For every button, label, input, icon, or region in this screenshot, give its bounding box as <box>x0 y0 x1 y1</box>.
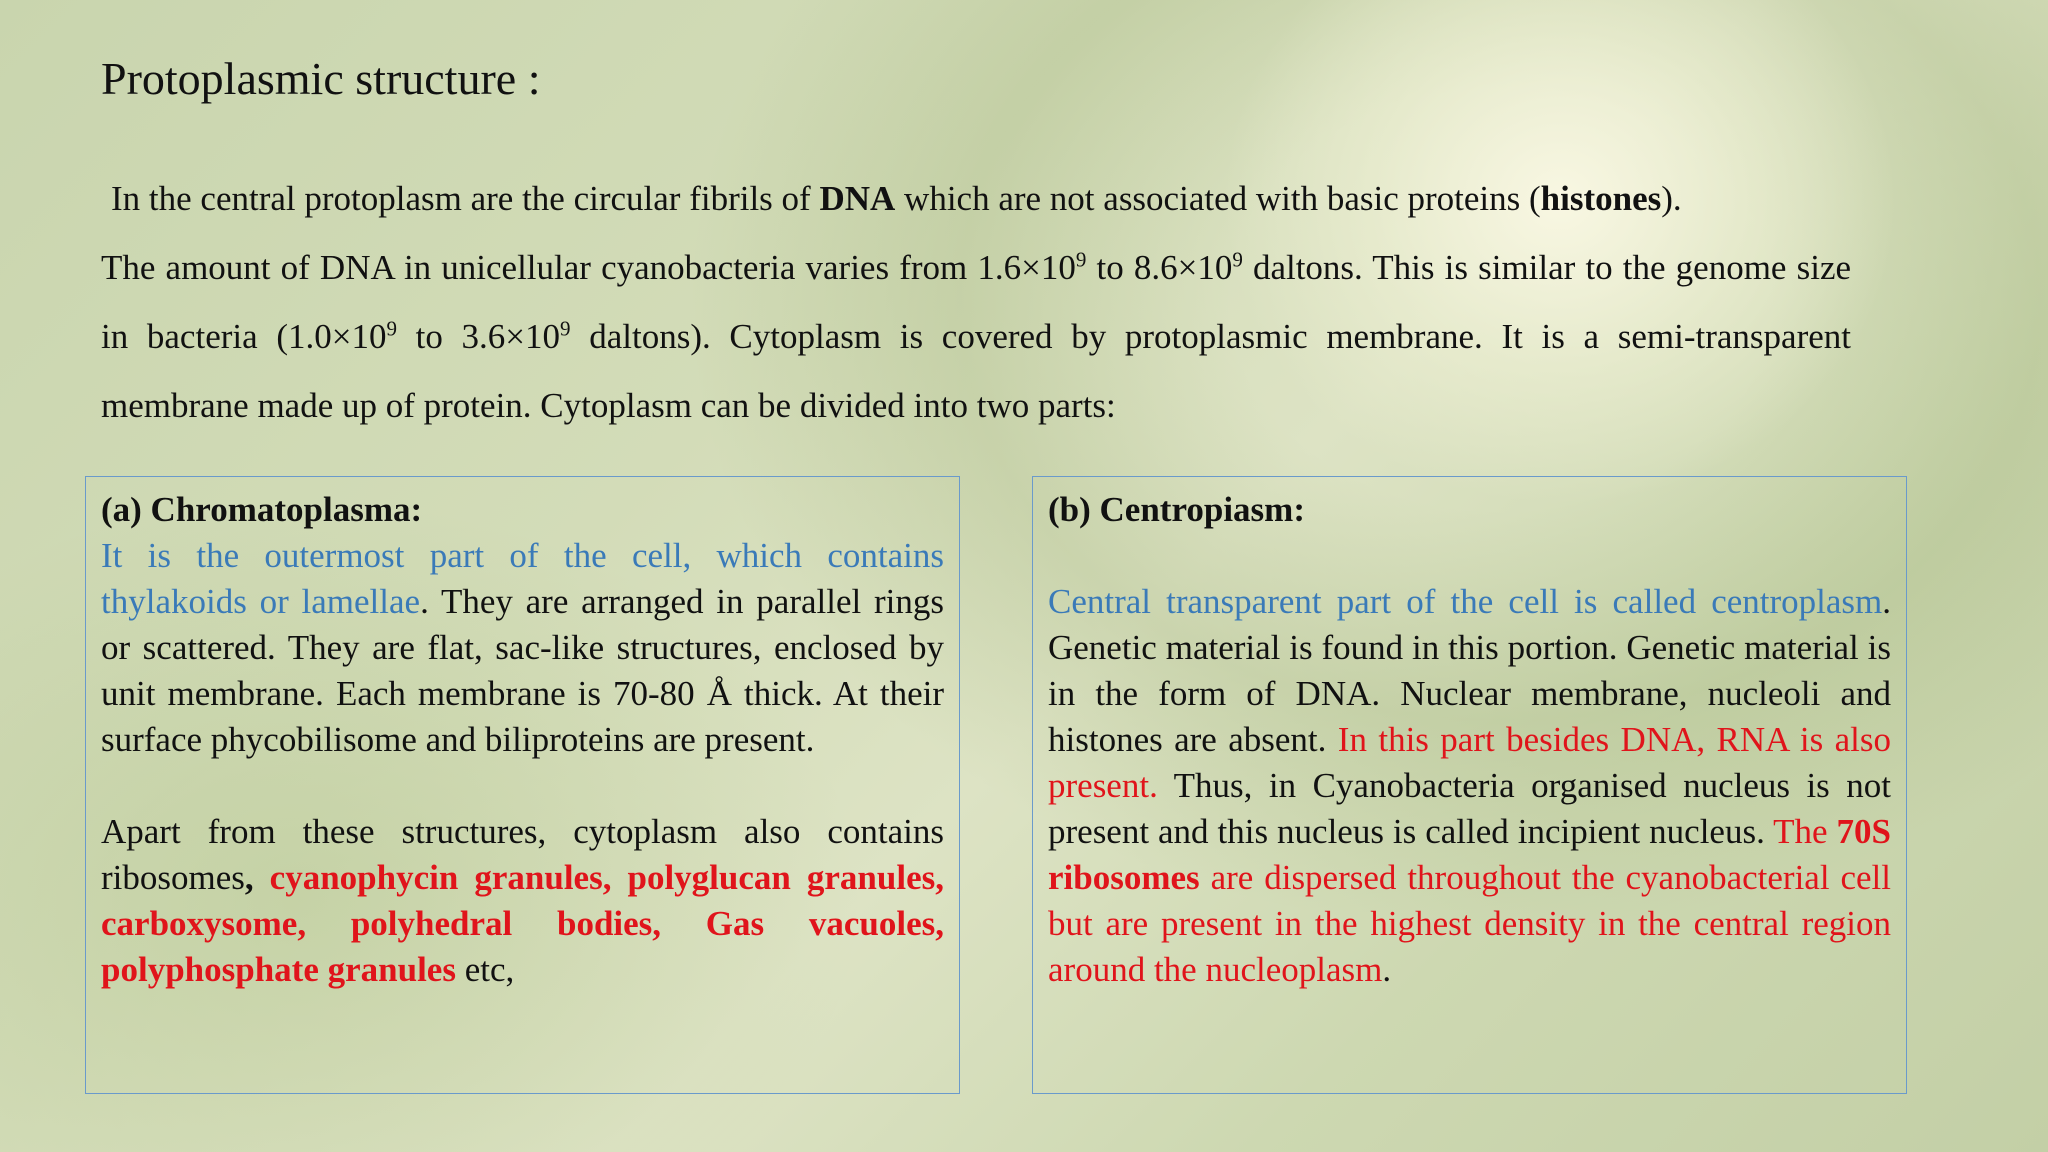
body-text: . They are arranged in parallel rings or scattered. They are flat, sac-like structures, enclosed by unit membrane. Each membrane is 70-80 Å thick. At their surface phycobilisome and biliproteins are present. <box>101 582 944 759</box>
chromatoplasma-heading: (a) Chromatoplasma: <box>101 490 423 529</box>
chromatoplasma-box <box>85 476 960 1094</box>
intro-text: daltons). Cytoplasm is covered by protoplasmic membrane. It is a semi-transparent membrane made up of protein. Cytoplasm can be divided into two parts: <box>101 317 1851 425</box>
intro-text: to 8.6×10 <box>1086 248 1233 287</box>
intro-text: ). <box>1661 179 1682 218</box>
spacer <box>101 763 944 809</box>
body-text: Thus, in Cyanobacteria organised nucleus is not present and this nucleus is called incipient nucleus. <box>1048 766 1891 851</box>
highlight-red-bold: 70S ribosomes <box>1048 812 1891 897</box>
exponent: 9 <box>560 316 571 341</box>
spacer <box>1048 533 1891 579</box>
centropiasm-paragraph <box>1048 579 1891 993</box>
body-text: . <box>1382 950 1392 989</box>
exponent: 9 <box>1232 247 1243 272</box>
histones-term: histones <box>1540 179 1662 218</box>
intro-text: to 3.6×10 <box>396 317 561 356</box>
body-text: , <box>244 858 254 897</box>
chromatoplasma-paragraph-1 <box>101 533 944 763</box>
highlight-red: The <box>1773 812 1837 851</box>
chromatoplasma-paragraph-2 <box>101 809 944 993</box>
centropiasm-heading: (b) Centropiasm: <box>1048 490 1305 529</box>
dna-term: DNA <box>819 179 896 218</box>
slide-title: Protoplasmic structure : <box>101 53 541 104</box>
intro-text: In the central protoplasm are the circular fibrils of <box>111 179 820 218</box>
intro-paragraph <box>101 164 1851 440</box>
intro-text: The amount of DNA in unicellular cyanobacteria varies from 1.6×10 <box>101 248 1076 287</box>
highlight-red: are dispersed throughout the cyanobacterial cell but are present in the highest density in the central region around the nucleoplasm <box>1048 858 1891 989</box>
highlight-red: cyanophycin granules, polyglucan granules, carboxysome, polyhedral bodies, Gas vacuoles, polyphosphate granules <box>101 858 944 989</box>
body-text: . Genetic material is found in this portion. Genetic material is in the form of DNA. Nuclear membrane, nucleoli and histones are absent. <box>1048 582 1891 759</box>
highlight-blue: It is the outermost part of the cell, which contains thylakoids or lamellae <box>101 536 944 621</box>
exponent: 9 <box>386 316 397 341</box>
exponent: 9 <box>1075 247 1087 272</box>
body-text: Apart from these structures, cytoplasm also contains ribosomes <box>101 812 944 897</box>
highlight-blue: Central transparent part of the cell is called centroplasm <box>1048 582 1883 621</box>
body-text: etc, <box>455 950 515 989</box>
intro-text: which are not associated with basic proteins ( <box>895 179 1541 218</box>
intro-text: daltons. This is similar to the genome size in bacteria (1.0×10 <box>101 248 1852 356</box>
centropiasm-box <box>1032 476 1907 1094</box>
highlight-red: In this part besides DNA, RNA is also present. <box>1048 720 1891 805</box>
